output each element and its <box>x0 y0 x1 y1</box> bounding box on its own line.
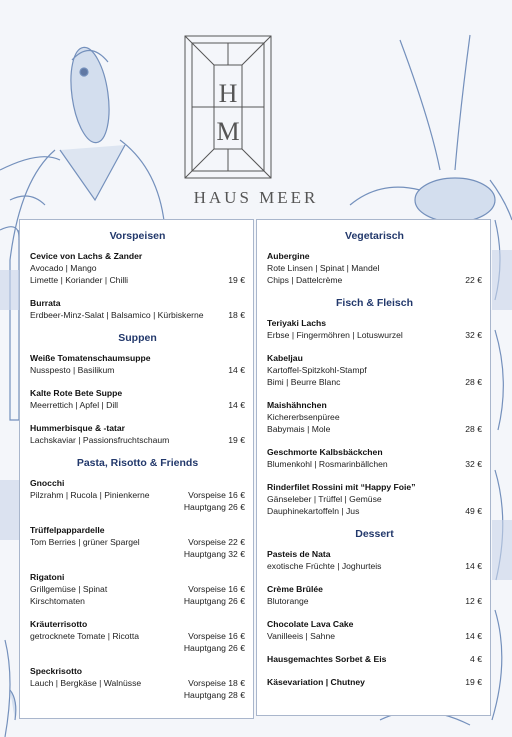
description-line: Rote Linsen | Spinat | Mandel <box>267 263 380 273</box>
description-line: Gänseleber | Trüffel | Gemüse <box>267 494 382 504</box>
description-line: Kichererbsenpüree <box>267 412 340 422</box>
menu-item <box>267 250 482 286</box>
item-name: Kabeljau <box>267 353 303 363</box>
item-details <box>30 630 245 654</box>
item-description <box>30 536 140 560</box>
restaurant-name: HAUS MEER <box>193 188 319 207</box>
item-price: 18 € <box>228 310 245 320</box>
item-price: Hauptgang 26 € <box>183 596 245 606</box>
item-row <box>267 376 482 388</box>
item-name: Speckrisotto <box>30 666 83 676</box>
description-line: Kartoffel-Spitzkohl-Stampf <box>267 365 367 375</box>
description-line: Avocado | Mango <box>30 263 97 273</box>
item-row <box>267 505 482 517</box>
menu-item <box>30 524 245 560</box>
menu-item <box>30 352 245 376</box>
item-row <box>267 329 482 341</box>
item-prices <box>184 630 245 654</box>
monogram-h: H <box>218 79 238 108</box>
description-line: getrocknete Tomate | Ricotta <box>30 631 140 641</box>
description-line: Tom Berries | grüner Spargel <box>30 537 140 547</box>
menu-item <box>30 422 245 446</box>
item-name: Chocolate Lava Cake <box>267 619 354 629</box>
item-row <box>30 434 245 446</box>
menu-item <box>267 399 482 435</box>
description-line: exotische Früchte | Joghurteis <box>267 561 382 571</box>
menu-panel-left <box>19 219 254 719</box>
description-line: Limette | Koriander | Chilli <box>30 275 129 285</box>
description-line: Dauphinekartoffeln | Jus <box>267 506 360 516</box>
section-title: Vorspeisen <box>109 230 166 242</box>
description-line: Erbse | Fingermöhren | Lotuswurzel <box>267 330 403 340</box>
item-price: 19 € <box>228 435 245 445</box>
item-row <box>30 274 245 286</box>
menu-item <box>267 618 482 642</box>
item-row <box>267 676 482 688</box>
item-row <box>267 458 482 470</box>
monogram-m: M <box>216 117 240 146</box>
menu-item <box>30 618 245 654</box>
item-details <box>30 677 245 701</box>
item-price: Hauptgang 26 € <box>183 643 245 653</box>
item-name: Kräuterrisotto <box>30 619 88 629</box>
section-title: Vegetarisch <box>345 230 404 242</box>
item-price: 19 € <box>465 677 482 687</box>
item-price: 14 € <box>228 400 245 410</box>
item-name: Kalte Rote Bete Suppe <box>30 388 123 398</box>
item-name: Aubergine <box>267 251 310 261</box>
description-line: Meerrettich | Apfel | Dill <box>30 400 119 410</box>
menu-item <box>267 583 482 607</box>
item-prices <box>184 489 245 513</box>
item-price: Vorspeise 16 € <box>188 631 245 641</box>
menu-item <box>267 317 482 341</box>
item-name: Crème Brûlée <box>267 584 323 594</box>
section-title: Dessert <box>355 528 394 540</box>
item-price: Hauptgang 28 € <box>183 690 245 700</box>
section-title: Pasta, Risotto & Friends <box>76 457 199 469</box>
item-price: 32 € <box>465 330 482 340</box>
item-name: Burrata <box>30 298 61 308</box>
description-line: Grillgemüse | Spinat <box>30 584 108 594</box>
item-name: Teriyaki Lachs <box>267 318 327 328</box>
item-name: Gnocchi <box>30 478 65 488</box>
menu-item <box>267 676 482 688</box>
item-name: Rinderfilet Rossini mit “Happy Foie” <box>267 482 416 492</box>
item-row <box>267 423 482 435</box>
description-line: Lachskaviar | Passionsfruchtschaum <box>30 435 170 445</box>
item-name: Cevice von Lachs & Zander <box>30 251 143 261</box>
item-row <box>267 653 482 665</box>
item-row <box>267 595 482 607</box>
item-name: Maishähnchen <box>267 400 327 410</box>
item-price: 12 € <box>465 596 482 606</box>
item-price: Vorspeise 16 € <box>188 584 245 594</box>
menu-panel-right <box>256 219 491 716</box>
description-line: Blutorange <box>267 596 309 606</box>
item-row <box>30 399 245 411</box>
description-line: Chips | Dattelcrème <box>267 275 343 285</box>
item-name: Hummerbisque & -tatar <box>30 423 126 433</box>
item-name: Weiße Tomatenschaumsuppe <box>30 353 151 363</box>
menu-item <box>30 571 245 607</box>
item-name: Pasteis de Nata <box>267 549 331 559</box>
menu-item <box>267 352 482 388</box>
item-price: Hauptgang 32 € <box>183 549 245 559</box>
menu-item <box>267 446 482 470</box>
item-row <box>30 309 245 321</box>
description-line: Erdbeer-Minz-Salat | Balsamico | Kürbiskerne <box>30 310 204 320</box>
item-price: 49 € <box>465 506 482 516</box>
description-line: Vanilleeis | Sahne <box>267 631 336 641</box>
item-row <box>267 560 482 572</box>
item-name: Käsevariation | Chutney <box>267 677 365 687</box>
item-price: 28 € <box>465 424 482 434</box>
description-line: Blumenkohl | Rosmarinbällchen <box>267 459 388 469</box>
menu-item <box>30 665 245 701</box>
item-description <box>30 630 139 654</box>
item-price: Vorspeise 16 € <box>188 490 245 500</box>
description-line: Bimi | Beurre Blanc <box>267 377 341 387</box>
item-price: 14 € <box>465 561 482 571</box>
description-line: Pilzrahm | Rucola | Pinienkerne <box>30 490 150 500</box>
menu-item <box>30 387 245 411</box>
item-name: Geschmorte Kalbsbäckchen <box>267 447 383 457</box>
menu-item <box>30 297 245 321</box>
description-line: Babymais | Mole <box>267 424 331 434</box>
item-description <box>30 489 150 513</box>
item-price: Vorspeise 18 € <box>188 678 245 688</box>
item-price: 4 € <box>470 654 482 664</box>
item-row <box>267 630 482 642</box>
item-details <box>30 536 245 560</box>
section-title: Fisch & Fleisch <box>335 297 414 309</box>
menu-item <box>30 250 245 286</box>
description-line: Kirschtomaten <box>30 596 85 606</box>
item-row <box>267 274 482 286</box>
item-prices <box>184 536 245 560</box>
item-prices <box>184 583 245 607</box>
item-name: Hausgemachtes Sorbet & Eis <box>267 654 387 664</box>
item-name: Rigatoni <box>30 572 65 582</box>
item-row <box>30 364 245 376</box>
item-prices <box>184 677 245 701</box>
menu-item <box>267 548 482 572</box>
item-name: Trüffelpappardelle <box>30 525 105 535</box>
item-price: Vorspeise 22 € <box>188 537 245 547</box>
item-price: 19 € <box>228 275 245 285</box>
menu-item <box>30 477 245 513</box>
item-details <box>30 489 245 513</box>
item-description <box>30 677 141 701</box>
monogram-logo <box>184 35 272 179</box>
item-price: 32 € <box>465 459 482 469</box>
item-details <box>30 583 245 607</box>
item-price: 22 € <box>465 275 482 285</box>
item-description <box>30 583 107 607</box>
description-line: Nusspesto | Basilikum <box>30 365 115 375</box>
description-line: Lauch | Bergkäse | Walnüsse <box>30 678 142 688</box>
menu-item <box>267 653 482 665</box>
item-price: 14 € <box>465 631 482 641</box>
item-price: 14 € <box>228 365 245 375</box>
menu-item <box>267 481 482 517</box>
item-price: Hauptgang 26 € <box>183 502 245 512</box>
item-price: 28 € <box>465 377 482 387</box>
section-title: Suppen <box>118 332 157 344</box>
